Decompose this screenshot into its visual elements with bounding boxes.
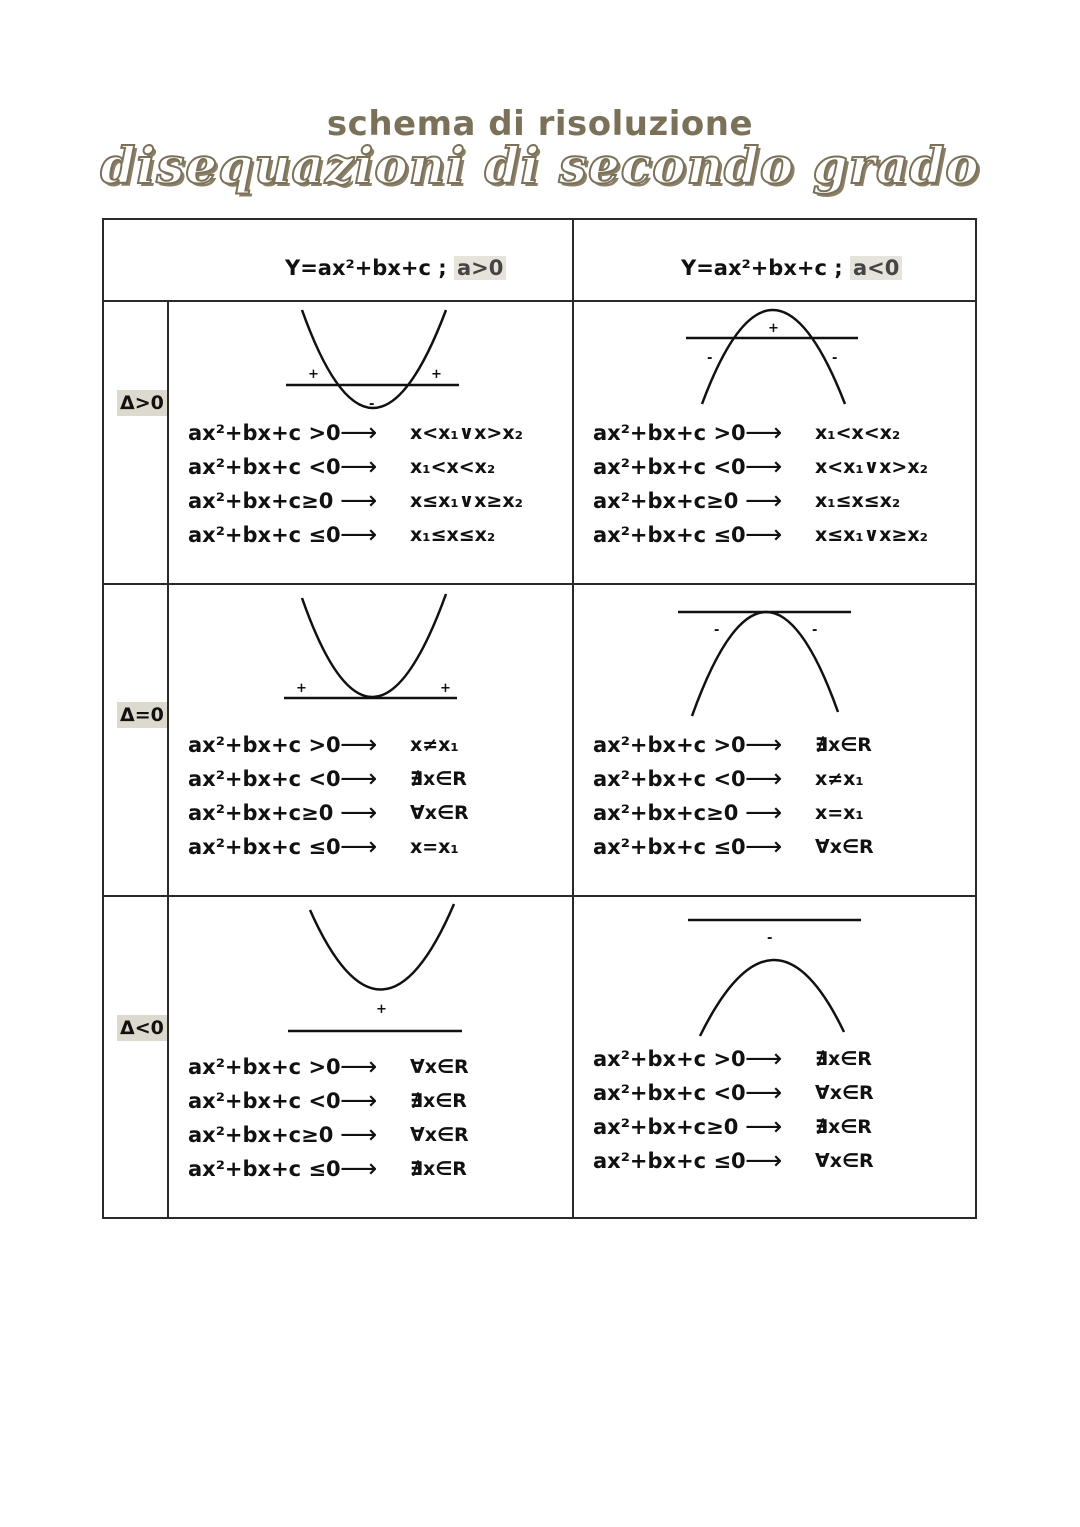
- svg-text:-: -: [812, 623, 818, 638]
- divider-row-1: [104, 583, 975, 585]
- summary-table: [102, 218, 977, 1219]
- arrow-icon: ⟶: [745, 486, 783, 516]
- rule-row: ax²+bx+c >0 ⟶ x₁<x<x₂: [593, 418, 901, 448]
- svg-text:+: +: [440, 681, 451, 696]
- rule-row: ax²+bx+c≥0 ⟶ ∀x∈R: [188, 1120, 469, 1150]
- rules-list: [188, 728, 469, 864]
- rule-row: ax²+bx+c≥0 ⟶ x≤x₁∨x≥x₂: [188, 486, 523, 516]
- rule-row: ax²+bx+c <0 ⟶ ∄x∈R: [188, 1086, 467, 1116]
- arrow-icon: ⟶: [745, 418, 783, 448]
- divider-row-header: [104, 300, 975, 302]
- svg-text:+: +: [308, 367, 319, 382]
- delta-label: Δ=0: [117, 702, 167, 728]
- arrow-icon: ⟶: [340, 730, 378, 760]
- delta-label: Δ>0: [117, 390, 167, 416]
- arrow-icon: ⟶: [340, 520, 378, 550]
- graph-upward-above-axis: [286, 904, 466, 1034]
- arrow-icon: ⟶: [340, 1154, 378, 1184]
- arrow-icon: ⟶: [745, 764, 783, 794]
- arrow-icon: ⟶: [340, 764, 378, 794]
- rules-list: [188, 1050, 469, 1186]
- graph-downward-crossing: [682, 308, 862, 408]
- arrow-icon: ⟶: [340, 418, 378, 448]
- rule-row: ax²+bx+c≥0 ⟶ ∀x∈R: [188, 798, 469, 828]
- rules-list: [593, 1042, 874, 1178]
- arrow-icon: ⟶: [745, 1112, 783, 1142]
- svg-text:-: -: [714, 623, 720, 638]
- arrow-icon: ⟶: [745, 520, 783, 550]
- svg-text:-: -: [707, 351, 713, 366]
- graph-downward-tangent: [676, 606, 856, 721]
- divider-col-delta: [167, 300, 169, 1217]
- rule-row: ax²+bx+c >0 ⟶ ∀x∈R: [188, 1052, 469, 1082]
- header-condition: a>0: [454, 256, 506, 280]
- rule-row: ax²+bx+c >0 ⟶ ∄x∈R: [593, 730, 872, 760]
- svg-text:+: +: [768, 321, 779, 336]
- svg-text:+: +: [431, 367, 442, 382]
- rule-row: ax²+bx+c <0 ⟶ x≠x₁: [593, 764, 864, 794]
- rule-row: ax²+bx+c <0 ⟶ ∀x∈R: [593, 1078, 874, 1108]
- svg-text:-: -: [767, 931, 773, 946]
- rule-row: ax²+bx+c <0 ⟶ x₁<x<x₂: [188, 452, 496, 482]
- rule-row: ax²+bx+c >0 ⟶ x≠x₁: [188, 730, 459, 760]
- arrow-icon: ⟶: [340, 486, 378, 516]
- header-formula: Y=ax²+bx+c ;: [681, 256, 850, 280]
- graph-upward-tangent: [282, 594, 462, 704]
- rule-row: ax²+bx+c≥0 ⟶ x=x₁: [593, 798, 864, 828]
- arrow-icon: ⟶: [745, 730, 783, 760]
- delta-label: Δ<0: [117, 1015, 167, 1041]
- arrow-icon: ⟶: [340, 798, 378, 828]
- rules-list: [188, 416, 523, 552]
- rule-row: ax²+bx+c ≤0 ⟶ x₁≤x≤x₂: [188, 520, 496, 550]
- divider-col-main: [572, 220, 574, 1217]
- header-a-positive: [285, 256, 506, 280]
- rule-row: ax²+bx+c ≤0 ⟶ ∄x∈R: [188, 1154, 467, 1184]
- arrow-icon: ⟶: [745, 1078, 783, 1108]
- arrow-icon: ⟶: [340, 1120, 378, 1150]
- arrow-icon: ⟶: [340, 832, 378, 862]
- arrow-icon: ⟶: [340, 452, 378, 482]
- header-a-negative: [681, 256, 902, 280]
- rule-row: ax²+bx+c <0 ⟶ ∄x∈R: [188, 764, 467, 794]
- rule-row: ax²+bx+c≥0 ⟶ x₁≤x≤x₂: [593, 486, 901, 516]
- header-condition: a<0: [850, 256, 902, 280]
- title-main: schema di risoluzione: [326, 104, 754, 144]
- svg-text:+: +: [376, 1002, 387, 1017]
- rule-row: ax²+bx+c ≤0 ⟶ x=x₁: [188, 832, 459, 862]
- title-subtitle: disequazioni di secondo grado: [100, 136, 980, 195]
- rule-row: ax²+bx+c ≤0 ⟶ x≤x₁∨x≥x₂: [593, 520, 928, 550]
- rule-row: ax²+bx+c <0 ⟶ x<x₁∨x>x₂: [593, 452, 928, 482]
- arrow-icon: ⟶: [340, 1052, 378, 1082]
- graph-upward-crossing: [282, 306, 462, 421]
- rule-row: ax²+bx+c ≤0 ⟶ ∀x∈R: [593, 832, 874, 862]
- rule-row: ax²+bx+c ≤0 ⟶ ∀x∈R: [593, 1146, 874, 1176]
- arrow-icon: ⟶: [745, 832, 783, 862]
- arrow-icon: ⟶: [745, 798, 783, 828]
- arrow-icon: ⟶: [340, 1086, 378, 1116]
- svg-text:+: +: [296, 681, 307, 696]
- rules-list: [593, 416, 928, 552]
- arrow-icon: ⟶: [745, 1146, 783, 1176]
- svg-text:-: -: [832, 351, 838, 366]
- graph-downward-below-axis: [686, 916, 866, 1041]
- svg-text:-: -: [369, 397, 375, 412]
- divider-row-2: [104, 895, 975, 897]
- rules-list: [593, 728, 874, 864]
- rule-row: ax²+bx+c >0 ⟶ ∄x∈R: [593, 1044, 872, 1074]
- arrow-icon: ⟶: [745, 452, 783, 482]
- rule-row: ax²+bx+c >0 ⟶ x<x₁∨x>x₂: [188, 418, 523, 448]
- arrow-icon: ⟶: [745, 1044, 783, 1074]
- rule-row: ax²+bx+c≥0 ⟶ ∄x∈R: [593, 1112, 872, 1142]
- header-formula: Y=ax²+bx+c ;: [285, 256, 454, 280]
